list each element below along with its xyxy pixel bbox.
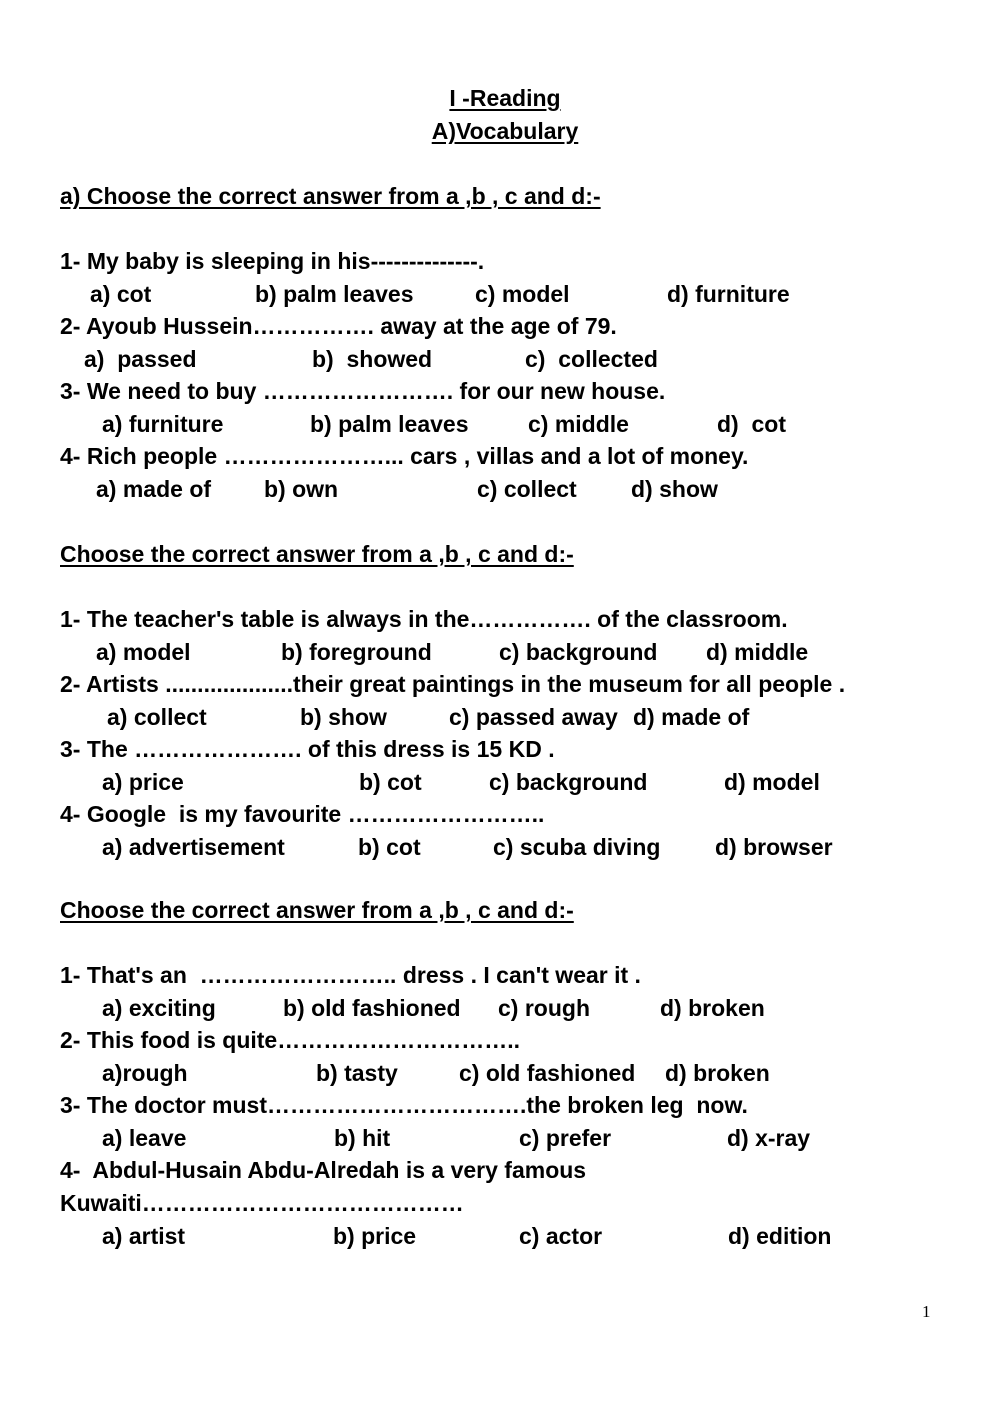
option-b: b) palm leaves — [255, 281, 414, 307]
question-text: 4- Google is my favourite …………………….. — [60, 801, 545, 827]
option-d: d) broken — [660, 995, 765, 1021]
option-a: a) passed — [84, 346, 197, 372]
option-d: d) furniture — [667, 281, 790, 307]
option-c: c) background — [489, 769, 648, 795]
option-c: c) actor — [519, 1223, 603, 1249]
option-d: d) broken — [665, 1060, 770, 1086]
section-heading: Choose the correct answer from a ,b , c and d:- — [60, 541, 574, 567]
option-c: c) model — [475, 281, 570, 307]
question-text: 2- This food is quite………………………….. — [60, 1027, 520, 1053]
question-text: 4- Abdul-Husain Abdu-Alredah is a very famous — [60, 1157, 587, 1183]
option-a: a) collect — [107, 704, 207, 730]
section-heading: a) Choose the correct answer from a ,b , c and d:- — [60, 183, 601, 209]
page-subtitle: A)Vocabulary — [431, 118, 579, 144]
option-b: b) showed — [312, 346, 433, 372]
question-text: 1- My baby is sleeping in his--------------. — [60, 248, 485, 274]
option-d: d) made of — [633, 704, 750, 730]
option-d: d) edition — [728, 1223, 832, 1249]
page-number: 1 — [922, 1302, 931, 1321]
option-a: a) artist — [102, 1223, 186, 1249]
section-heading: Choose the correct answer from a ,b , c and d:- — [60, 897, 574, 923]
question-text: 3- We need to buy ……………………. for our new house. — [60, 378, 666, 404]
option-c: c) scuba diving — [493, 834, 661, 860]
option-d: d) browser — [715, 834, 833, 860]
option-c: c) old fashioned — [459, 1060, 636, 1086]
option-c: c) collected — [525, 346, 658, 372]
option-c: c) background — [499, 639, 658, 665]
option-a: a) cot — [90, 281, 152, 307]
option-b: b) cot — [358, 834, 421, 860]
option-b: b) own — [264, 476, 339, 502]
option-a: a) model — [96, 639, 191, 665]
option-a: a)rough — [102, 1060, 188, 1086]
option-d: d) show — [631, 476, 718, 502]
option-c: c) middle — [528, 411, 629, 437]
option-b: b) foreground — [281, 639, 432, 665]
option-d: d) cot — [717, 411, 786, 437]
question-text: 3- The …………………. of this dress is 15 KD . — [60, 736, 555, 762]
option-b: b) old fashioned — [283, 995, 461, 1021]
option-d: d) x-ray — [727, 1125, 811, 1151]
option-c: c) rough — [498, 995, 590, 1021]
question-text: 3- The doctor must…………………………….the broken leg now. — [60, 1092, 748, 1118]
option-d: d) middle — [706, 639, 809, 665]
option-b: b) tasty — [316, 1060, 398, 1086]
option-b: b) palm leaves — [310, 411, 469, 437]
option-a: a) exciting — [102, 995, 216, 1021]
question-text: 4- Rich people …………………... cars , villas and a lot of money. — [60, 443, 749, 469]
option-a: a) made of — [96, 476, 212, 502]
question-text-continued: Kuwaiti…………………………………… — [60, 1190, 464, 1216]
question-text: 2- Artists ....................their great paintings in the museum for all people . — [60, 671, 846, 697]
option-b: b) show — [300, 704, 387, 730]
option-a: a) price — [102, 769, 184, 795]
option-b: b) cot — [359, 769, 422, 795]
option-c: c) collect — [477, 476, 577, 502]
option-b: b) hit — [334, 1125, 391, 1151]
question-text: 1- That's an …………………….. dress . I can't wear it . — [60, 962, 641, 988]
page-title: I -Reading — [449, 85, 561, 111]
option-c: c) prefer — [519, 1125, 612, 1151]
option-a: a) furniture — [102, 411, 224, 437]
question-text: 1- The teacher's table is always in the……………. of the classroom. — [60, 606, 788, 632]
question-text: 2- Ayoub Hussein……………. away at the age of 79. — [60, 313, 617, 339]
option-c: c) passed away — [449, 704, 618, 730]
option-a: a) advertisement — [102, 834, 285, 860]
option-d: d) model — [724, 769, 820, 795]
option-b: b) price — [333, 1223, 417, 1249]
option-a: a) leave — [102, 1125, 187, 1151]
